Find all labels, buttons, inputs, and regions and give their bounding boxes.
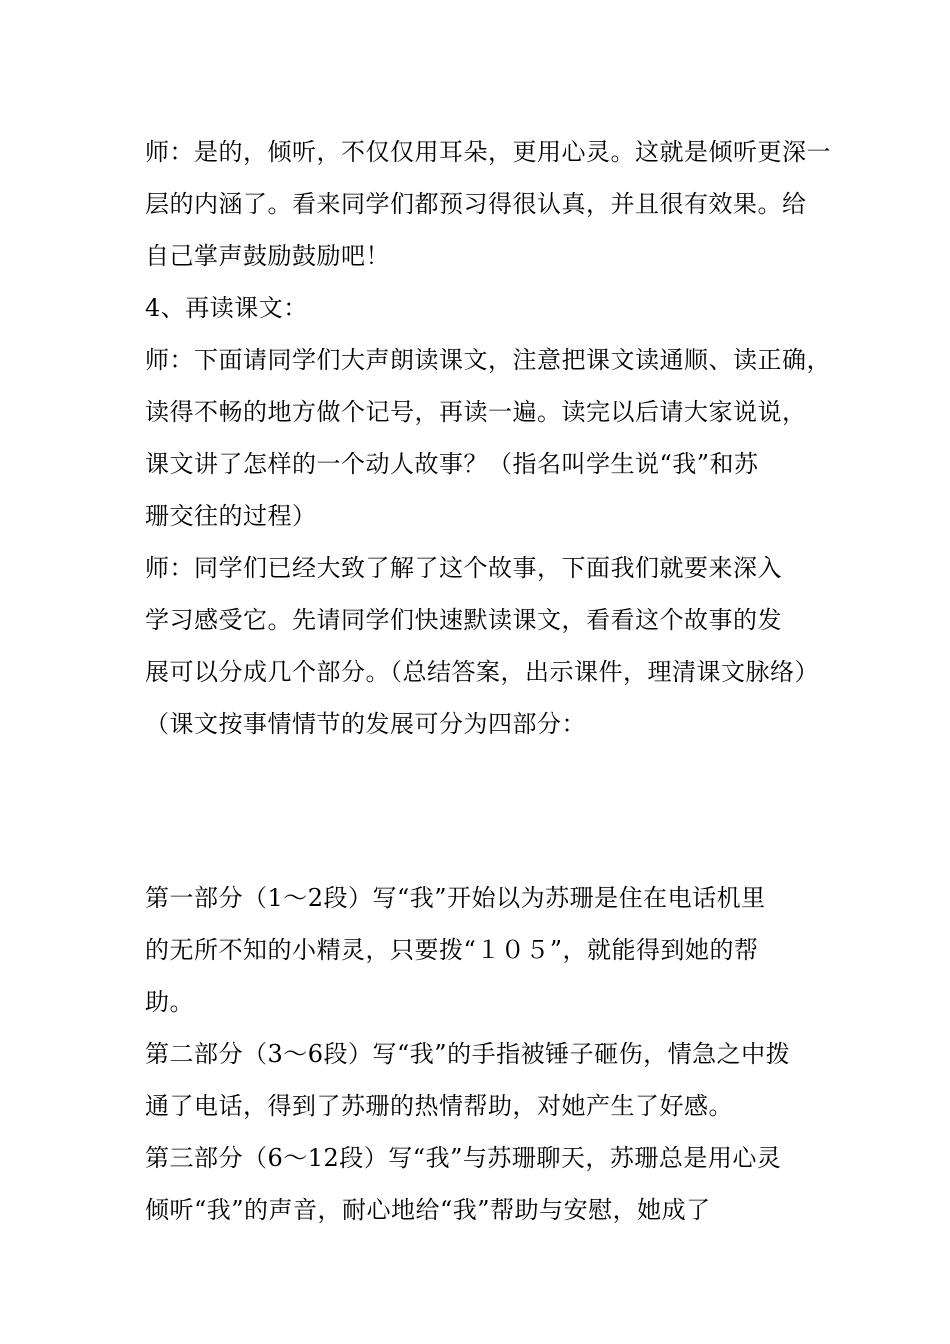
paragraph-line: 师：同学们已经大致了解了这个故事，下面我们就要来深入 (145, 554, 782, 582)
paragraph-line: （课文按事情情节的发展可分为四部分： (145, 710, 586, 738)
part-three-line: 倾听“我”的声音，耐心地给“我”帮助与安慰，她成了 (145, 1196, 711, 1224)
lesson-text-parts (145, 872, 815, 1236)
paragraph-line: 自己掌声鼓励鼓励吧！ (145, 242, 390, 270)
step-heading: 4、再读课文： (145, 294, 308, 322)
paragraph-line: 课文讲了怎样的一个动人故事？（指名叫学生说“我”和苏 (145, 450, 759, 478)
part-three-line: 第三部分（6～12段）写“我”与苏珊聊天，苏珊总是用心灵 (145, 1144, 782, 1172)
part-two-line: 第二部分（3～6段）写“我”的手指被锤子砸伤，情急之中拨 (145, 1040, 791, 1068)
paragraph-line: 展可以分成几个部分。（总结答案，出示课件，理清课文脉络） (145, 658, 819, 686)
paragraph-line: 师：下面请同学们大声朗读课文，注意把课文读通顺、读正确， (145, 346, 831, 374)
part-two-line: 通了电话，得到了苏珊的热情帮助，对她产生了好感。 (145, 1092, 733, 1120)
paragraph-line: 层的内涵了。看来同学们都预习得很认真，并且很有效果。给 (145, 190, 807, 218)
paragraph-line: 师：是的，倾听，不仅仅用耳朵，更用心灵。这就是倾听更深一 (145, 138, 831, 166)
part-one-line: 第一部分（1～2段）写“我”开始以为苏珊是住在电话机里 (145, 884, 766, 912)
lesson-text-upper (145, 126, 831, 750)
paragraph-line: 读得不畅的地方做个记号，再读一遍。读完以后请大家说说， (145, 398, 807, 426)
part-one-line: 的无所不知的小精灵，只要拨“１０５”，就能得到她的帮 (145, 936, 759, 964)
part-one-line: 助。 (145, 988, 194, 1016)
paragraph-line: 珊交往的过程） (145, 502, 317, 530)
paragraph-line: 学习感受它。先请同学们快速默读课文，看看这个故事的发 (145, 606, 782, 634)
